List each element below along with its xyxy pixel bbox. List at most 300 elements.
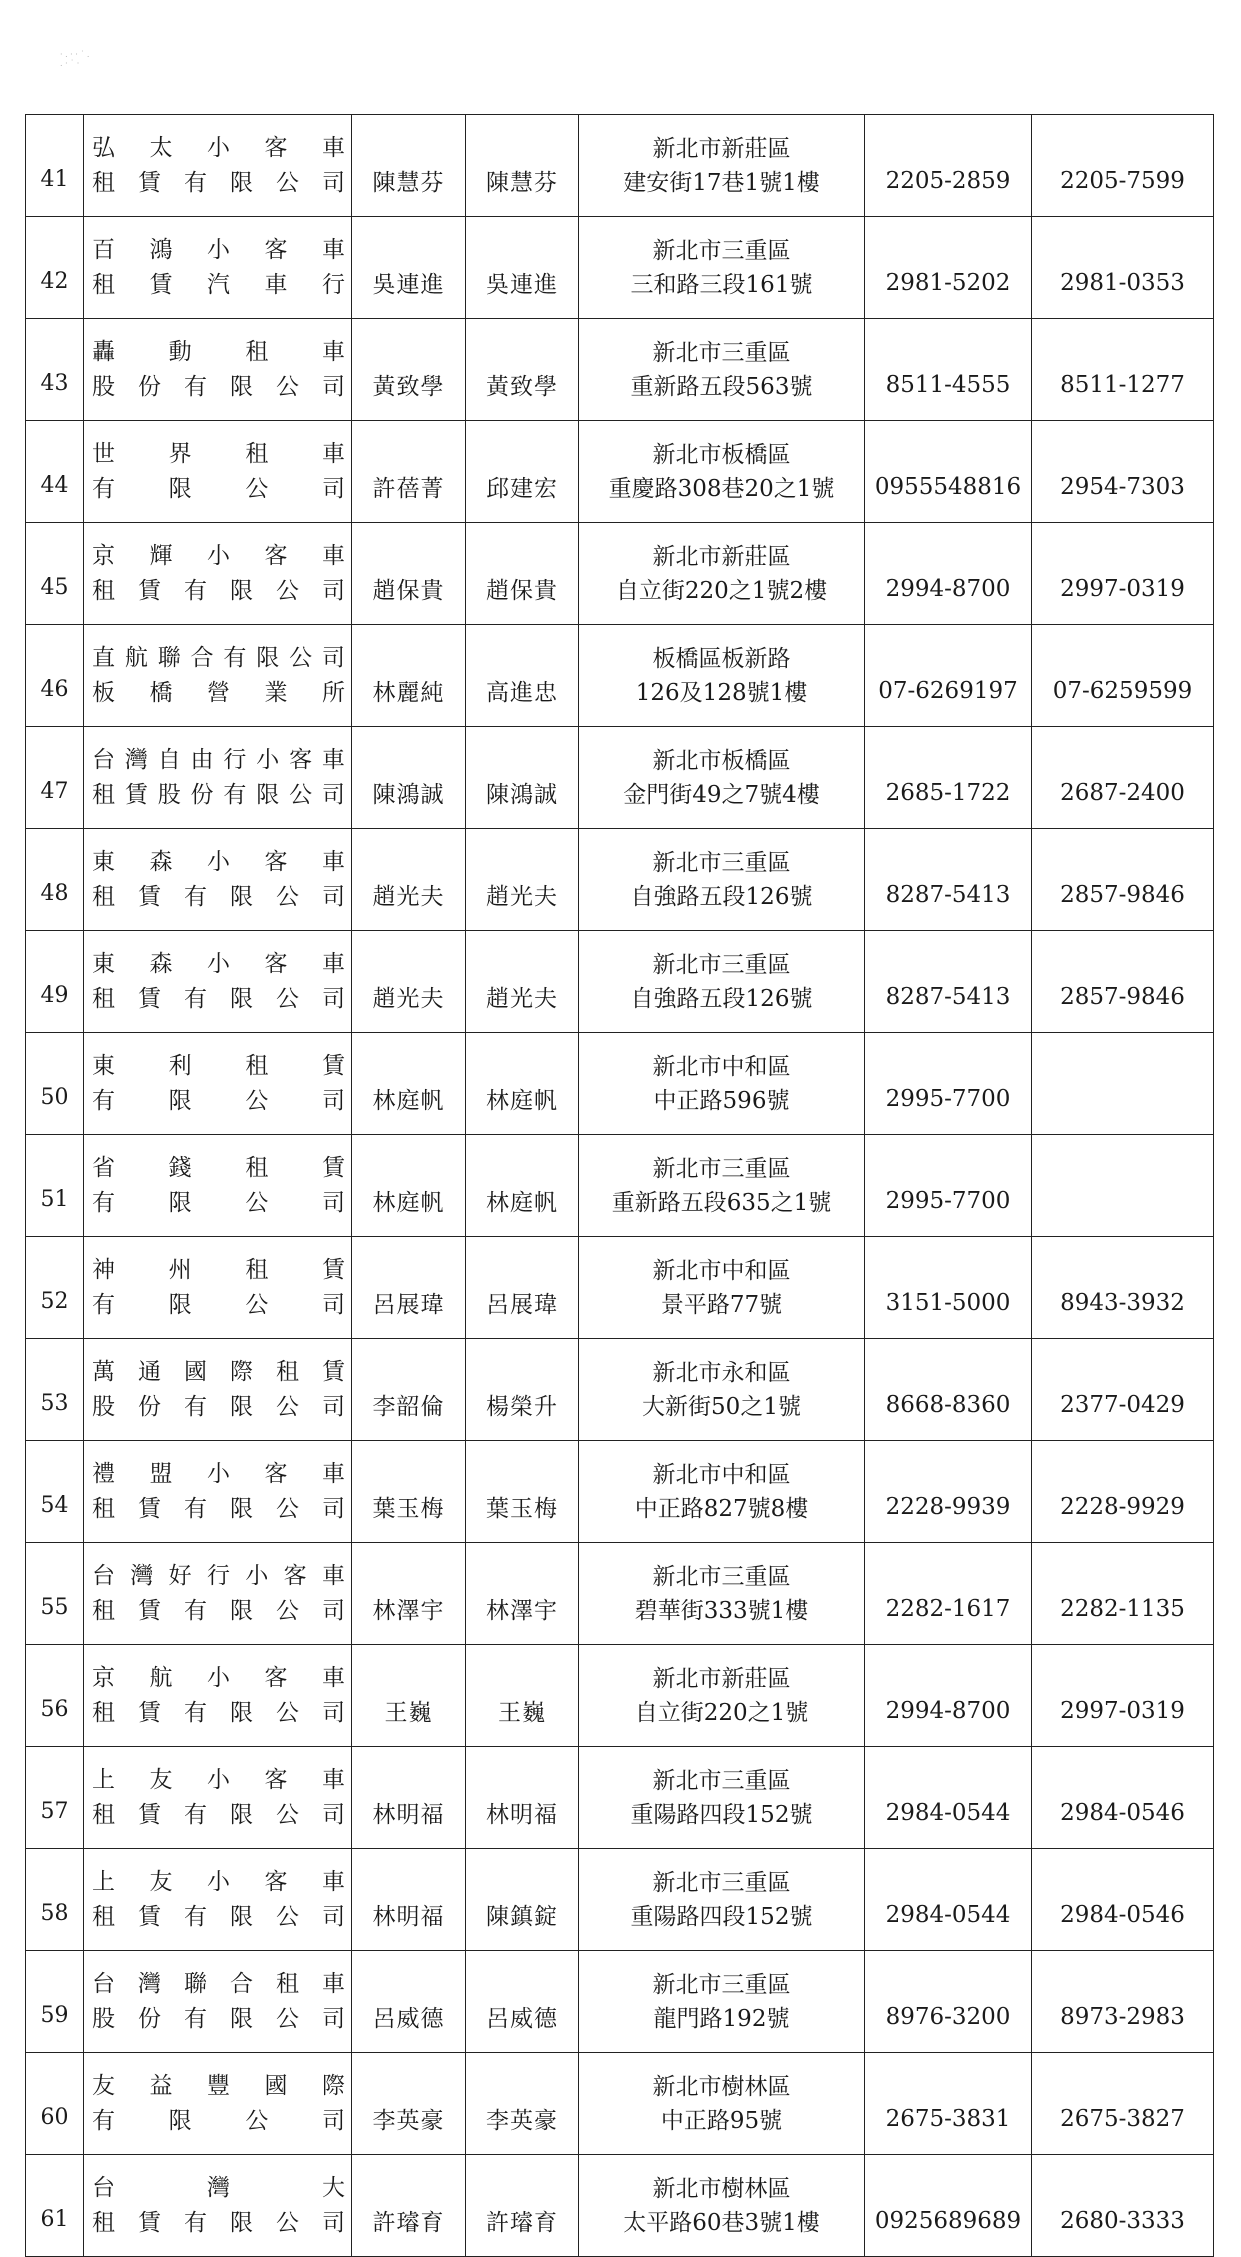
fax-number: 8973-2983 xyxy=(1032,1951,1214,2053)
company-name-char: 京 xyxy=(92,542,115,569)
company-name-char: 車 xyxy=(322,1460,345,1487)
address-line: 新北市板橋區 xyxy=(652,747,791,774)
fax-number: 2997-0319 xyxy=(1032,1645,1214,1747)
company-name-char: 司 xyxy=(321,475,345,502)
phone-number: 2995-7700 xyxy=(865,1033,1032,1135)
address xyxy=(579,523,865,625)
company-name-char: 有 xyxy=(184,883,207,910)
company-name-char: 小 xyxy=(245,1562,269,1589)
company-name-char: 台 xyxy=(92,746,115,773)
company-name-char: 賃 xyxy=(321,1154,345,1181)
owner-name: 許蓓菁 xyxy=(352,421,466,523)
company-name-char: 客 xyxy=(264,134,288,161)
company-name-char: 行 xyxy=(223,746,247,773)
company-name-char: 限 xyxy=(230,985,253,1012)
owner-name: 黃致學 xyxy=(352,319,466,421)
company-name-line xyxy=(92,1661,345,1696)
address-line: 建安街17巷1號1樓 xyxy=(623,169,820,196)
company-name-line xyxy=(92,1253,345,1288)
company-name-char: 台 xyxy=(92,1970,115,1997)
owner-name: 吳連進 xyxy=(352,217,466,319)
address xyxy=(579,1339,865,1441)
company-name-char: 賃 xyxy=(321,1256,345,1283)
phone-number: 2981-5202 xyxy=(865,217,1032,319)
address xyxy=(579,727,865,829)
company-name-char: 通 xyxy=(138,1358,161,1385)
address-line: 龍門路192號 xyxy=(653,2005,790,2032)
company-name-line xyxy=(92,982,345,1017)
fax-number xyxy=(1032,1033,1214,1135)
company-name-char: 車 xyxy=(322,950,345,977)
company-name-char: 限 xyxy=(230,169,253,196)
company-name xyxy=(84,319,352,421)
address-line: 新北市三重區 xyxy=(652,1971,791,1998)
company-name xyxy=(84,1033,352,1135)
company-name xyxy=(84,829,352,931)
company-name-line xyxy=(92,539,345,574)
company-name-char: 客 xyxy=(264,1664,288,1691)
address-line: 重陽路四段152號 xyxy=(630,1801,813,1828)
company-name xyxy=(84,1543,352,1645)
owner-name: 呂展瑋 xyxy=(352,1237,466,1339)
company-name xyxy=(84,523,352,625)
address xyxy=(579,217,865,319)
company-name-line xyxy=(92,1763,345,1798)
company-name-char: 股 xyxy=(92,2005,115,2032)
company-name-char: 灣 xyxy=(124,746,148,773)
company-name-char: 小 xyxy=(207,950,230,977)
address xyxy=(579,1033,865,1135)
company-name-char: 限 xyxy=(230,1903,253,1930)
company-name-char: 限 xyxy=(230,1495,253,1522)
table-body xyxy=(26,115,1214,2257)
company-name-char: 公 xyxy=(289,644,313,671)
company-name-char: 客 xyxy=(264,236,288,263)
owner-name: 趙光夫 xyxy=(352,931,466,1033)
company-name-char: 公 xyxy=(276,2209,299,2236)
company-name-char: 公 xyxy=(276,2005,299,2032)
company-name-line xyxy=(92,131,345,166)
company-name-char: 轟 xyxy=(92,338,115,365)
address-line: 新北市三重區 xyxy=(652,1563,791,1590)
company-name-char: 客 xyxy=(264,1868,288,1895)
owner-name: 陳鴻誠 xyxy=(352,727,466,829)
company-name-char: 省 xyxy=(92,1154,115,1181)
table-row xyxy=(26,1237,1214,1339)
table-row xyxy=(26,217,1214,319)
owner-name: 許璿育 xyxy=(352,2155,466,2257)
phone-number: 8668-8360 xyxy=(865,1339,1032,1441)
company-name-char: 車 xyxy=(322,1970,345,1997)
company-name-char: 界 xyxy=(168,440,192,467)
company-name-char: 司 xyxy=(322,1801,345,1828)
company-name-line xyxy=(92,166,345,201)
company-name-char: 賃 xyxy=(321,1052,345,1079)
company-name-char: 小 xyxy=(207,1766,230,1793)
company-name-char: 公 xyxy=(276,1393,299,1420)
rental-company-table xyxy=(25,114,1214,2257)
company-name-char: 有 xyxy=(184,985,207,1012)
row-number: 41 xyxy=(26,115,84,217)
company-name-char: 份 xyxy=(138,373,161,400)
owner-name: 林庭帆 xyxy=(352,1135,466,1237)
company-name xyxy=(84,2155,352,2257)
company-name-char: 司 xyxy=(322,2005,345,2032)
address-line: 新北市永和區 xyxy=(652,1359,791,1386)
owner-name: 陳慧芬 xyxy=(352,115,466,217)
company-name-char: 合 xyxy=(230,1970,253,1997)
company-name-char: 行 xyxy=(322,271,345,298)
company-name-char: 鴻 xyxy=(149,236,173,263)
company-name-char: 公 xyxy=(289,781,313,808)
company-name-char: 有 xyxy=(184,373,207,400)
table-row xyxy=(26,1135,1214,1237)
address-line: 碧華街333號1樓 xyxy=(634,1597,809,1624)
row-number: 54 xyxy=(26,1441,84,1543)
address xyxy=(579,1441,865,1543)
company-name-line xyxy=(92,1798,345,1833)
table-row xyxy=(26,421,1214,523)
company-name-char: 有 xyxy=(223,781,247,808)
company-name-char: 賃 xyxy=(138,1597,161,1624)
company-name-char: 利 xyxy=(168,1052,192,1079)
address-line: 自立街220之1號2樓 xyxy=(615,577,828,604)
phone-number: 8287-5413 xyxy=(865,829,1032,931)
manager-name: 高進忠 xyxy=(466,625,579,727)
company-name-char: 禮 xyxy=(92,1460,115,1487)
fax-number: 2981-0353 xyxy=(1032,217,1214,319)
company-name-line xyxy=(92,1390,345,1425)
company-name-char: 限 xyxy=(230,2005,253,2032)
company-name-char: 車 xyxy=(322,542,345,569)
company-name xyxy=(84,1339,352,1441)
company-name-char: 客 xyxy=(264,542,288,569)
company-name-line xyxy=(92,778,345,813)
company-name-char: 小 xyxy=(256,746,280,773)
address-line: 新北市三重區 xyxy=(652,849,791,876)
row-number: 52 xyxy=(26,1237,84,1339)
address xyxy=(579,319,865,421)
address-line: 中正路95號 xyxy=(660,2107,783,2134)
table-row xyxy=(26,625,1214,727)
company-name-char: 世 xyxy=(92,440,115,467)
table-row xyxy=(26,2155,1214,2257)
company-name-char: 東 xyxy=(92,1052,115,1079)
row-number: 47 xyxy=(26,727,84,829)
address xyxy=(579,421,865,523)
fax-number: 2228-9929 xyxy=(1032,1441,1214,1543)
company-name xyxy=(84,217,352,319)
company-name-char: 租 xyxy=(276,1358,299,1385)
address-line: 新北市新莊區 xyxy=(652,135,791,162)
company-name-char: 司 xyxy=(321,644,345,671)
phone-number: 07-6269197 xyxy=(865,625,1032,727)
company-name-char: 有 xyxy=(184,1393,207,1420)
manager-name: 趙光夫 xyxy=(466,931,579,1033)
company-name-char: 租 xyxy=(245,1256,269,1283)
phone-number: 3151-5000 xyxy=(865,1237,1032,1339)
company-name-line xyxy=(92,1355,345,1390)
owner-name: 趙保貴 xyxy=(352,523,466,625)
fax-number: 2954-7303 xyxy=(1032,421,1214,523)
company-name-char: 車 xyxy=(322,1766,345,1793)
address-line: 景平路77號 xyxy=(660,1291,783,1318)
company-name-char: 盟 xyxy=(149,1460,173,1487)
company-name-char: 車 xyxy=(321,1562,345,1589)
company-name-char: 限 xyxy=(230,373,253,400)
company-name-char: 限 xyxy=(230,577,253,604)
address xyxy=(579,625,865,727)
phone-number: 0955548816 xyxy=(865,421,1032,523)
table-row xyxy=(26,727,1214,829)
manager-name: 黃致學 xyxy=(466,319,579,421)
company-name-char: 小 xyxy=(207,848,230,875)
address-line: 新北市三重區 xyxy=(652,1767,791,1794)
owner-name: 李英豪 xyxy=(352,2053,466,2155)
company-name-char: 小 xyxy=(207,134,230,161)
company-name-char: 車 xyxy=(322,1868,345,1895)
company-name-char: 司 xyxy=(322,577,345,604)
row-number: 51 xyxy=(26,1135,84,1237)
address xyxy=(579,2053,865,2155)
company-name-char: 車 xyxy=(321,746,345,773)
row-number: 46 xyxy=(26,625,84,727)
manager-name: 陳鎮錠 xyxy=(466,1849,579,1951)
company-name-char: 國 xyxy=(264,2072,288,2099)
row-number: 45 xyxy=(26,523,84,625)
address-line: 新北市中和區 xyxy=(652,1461,791,1488)
owner-name: 林澤宇 xyxy=(352,1543,466,1645)
company-name-char: 有 xyxy=(184,1903,207,1930)
company-name-char: 百 xyxy=(92,236,115,263)
company-name xyxy=(84,1135,352,1237)
company-name-char: 司 xyxy=(322,1699,345,1726)
company-name-char: 租 xyxy=(92,781,115,808)
company-name-line xyxy=(92,574,345,609)
fax-number: 2857-9846 xyxy=(1032,931,1214,1033)
company-name-char: 有 xyxy=(92,1189,115,1216)
company-name-line xyxy=(92,472,345,507)
manager-name: 林庭帆 xyxy=(466,1135,579,1237)
address-line: 中正路596號 xyxy=(653,1087,790,1114)
row-number: 53 xyxy=(26,1339,84,1441)
table-row xyxy=(26,523,1214,625)
fax-number: 2687-2400 xyxy=(1032,727,1214,829)
address-line: 新北市三重區 xyxy=(652,237,791,264)
company-name-line xyxy=(92,1696,345,1731)
company-name-char: 司 xyxy=(321,781,345,808)
company-name-char: 客 xyxy=(264,1766,288,1793)
phone-number: 2994-8700 xyxy=(865,523,1032,625)
company-name-char: 萬 xyxy=(92,1358,115,1385)
company-name-char: 租 xyxy=(92,2209,115,2236)
company-name-line xyxy=(92,1288,345,1323)
company-name-char: 公 xyxy=(276,1699,299,1726)
address xyxy=(579,931,865,1033)
company-name-char: 司 xyxy=(321,1291,345,1318)
company-name-char: 租 xyxy=(92,169,115,196)
company-name-char: 板 xyxy=(92,679,115,706)
fax-number: 8511-1277 xyxy=(1032,319,1214,421)
company-name-line xyxy=(92,233,345,268)
company-name-char: 公 xyxy=(276,1903,299,1930)
company-name-line xyxy=(92,2069,345,2104)
company-name-char: 益 xyxy=(149,2072,173,2099)
table-row xyxy=(26,115,1214,217)
company-name-char: 車 xyxy=(322,1664,345,1691)
address-line: 新北市樹林區 xyxy=(652,2175,791,2202)
company-name-char: 租 xyxy=(92,1699,115,1726)
company-name-char: 公 xyxy=(276,883,299,910)
phone-number: 2205-2859 xyxy=(865,115,1032,217)
company-name-char: 司 xyxy=(322,169,345,196)
address-line: 新北市樹林區 xyxy=(652,2073,791,2100)
manager-name: 許璿育 xyxy=(466,2155,579,2257)
fax-number: 8943-3932 xyxy=(1032,1237,1214,1339)
company-name-char: 限 xyxy=(168,2107,192,2134)
company-name-char: 司 xyxy=(322,985,345,1012)
company-name-char: 灣 xyxy=(138,1970,161,1997)
address xyxy=(579,2155,865,2257)
company-name-line xyxy=(92,1492,345,1527)
address xyxy=(579,1951,865,2053)
company-name-line xyxy=(92,370,345,405)
company-name-char: 賃 xyxy=(124,781,148,808)
company-name-char: 租 xyxy=(245,1154,269,1181)
company-name-char: 有 xyxy=(92,2107,115,2134)
manager-name: 王巍 xyxy=(466,1645,579,1747)
address-line: 重慶路308巷20之1號 xyxy=(608,475,835,502)
company-name-line xyxy=(92,1084,345,1119)
company-name-char: 客 xyxy=(283,1562,307,1589)
company-name-char: 租 xyxy=(92,577,115,604)
company-name-char: 租 xyxy=(92,985,115,1012)
row-number: 61 xyxy=(26,2155,84,2257)
company-name-char: 州 xyxy=(168,1256,192,1283)
company-name-char: 台 xyxy=(92,1562,115,1589)
company-name-char: 客 xyxy=(264,1460,288,1487)
address-line: 126及128號1樓 xyxy=(635,679,808,706)
company-name-char: 份 xyxy=(138,2005,161,2032)
company-name-char: 有 xyxy=(223,644,247,671)
company-name-char: 車 xyxy=(322,134,345,161)
fax-number: 2205-7599 xyxy=(1032,115,1214,217)
row-number: 44 xyxy=(26,421,84,523)
address xyxy=(579,829,865,931)
fax-number: 2984-0546 xyxy=(1032,1747,1214,1849)
phone-number: 2675-3831 xyxy=(865,2053,1032,2155)
fax-number: 2857-9846 xyxy=(1032,829,1214,931)
company-name-char: 聯 xyxy=(184,1970,207,1997)
manager-name: 林澤宇 xyxy=(466,1543,579,1645)
address-line: 重陽路四段152號 xyxy=(630,1903,813,1930)
company-name-line xyxy=(92,2002,345,2037)
company-name xyxy=(84,1849,352,1951)
company-name-char: 租 xyxy=(92,1597,115,1624)
company-name-char: 司 xyxy=(322,1393,345,1420)
company-name-char: 有 xyxy=(184,1699,207,1726)
company-name-char: 公 xyxy=(276,985,299,1012)
manager-name: 楊榮升 xyxy=(466,1339,579,1441)
company-name-line xyxy=(92,676,345,711)
company-name-char: 業 xyxy=(264,679,288,706)
company-name-char: 輝 xyxy=(149,542,173,569)
table-row xyxy=(26,1645,1214,1747)
company-name-char: 公 xyxy=(276,373,299,400)
address-line: 三和路三段161號 xyxy=(630,271,813,298)
address-line: 大新街50之1號 xyxy=(642,1393,801,1420)
table-row xyxy=(26,1543,1214,1645)
company-name-char: 司 xyxy=(321,2107,345,2134)
company-name-char: 限 xyxy=(230,883,253,910)
company-name-char: 賃 xyxy=(138,1495,161,1522)
fax-number: 2282-1135 xyxy=(1032,1543,1214,1645)
company-name-char: 賃 xyxy=(138,577,161,604)
phone-number: 2685-1722 xyxy=(865,727,1032,829)
company-name-char: 有 xyxy=(184,169,207,196)
company-name xyxy=(84,1441,352,1543)
company-name-char: 航 xyxy=(124,644,148,671)
company-name-char: 車 xyxy=(264,271,288,298)
manager-name: 陳慧芬 xyxy=(466,115,579,217)
phone-number: 0925689689 xyxy=(865,2155,1032,2257)
company-name-char: 份 xyxy=(138,1393,161,1420)
scan-noise: · . · · ˙ . . · ˙ · xyxy=(60,50,90,68)
company-name-char: 限 xyxy=(168,1189,192,1216)
company-name-line xyxy=(92,268,345,303)
manager-name: 葉玉梅 xyxy=(466,1441,579,1543)
company-name-char: 公 xyxy=(245,1087,269,1114)
company-name-char: 自 xyxy=(157,746,181,773)
company-name-char: 航 xyxy=(149,1664,173,1691)
company-name-char: 公 xyxy=(245,2107,269,2134)
manager-name: 李英豪 xyxy=(466,2053,579,2155)
manager-name: 趙光夫 xyxy=(466,829,579,931)
company-name-char: 有 xyxy=(184,1597,207,1624)
company-name-char: 弘 xyxy=(92,134,115,161)
fax-number: 2680-3333 xyxy=(1032,2155,1214,2257)
table-row xyxy=(26,1339,1214,1441)
company-name-char: 賃 xyxy=(138,1903,161,1930)
table-row xyxy=(26,1441,1214,1543)
address xyxy=(579,1747,865,1849)
fax-number: 2997-0319 xyxy=(1032,523,1214,625)
company-name-char: 租 xyxy=(92,1495,115,1522)
company-name-char: 租 xyxy=(276,1970,299,1997)
company-name-char: 有 xyxy=(184,2209,207,2236)
row-number: 42 xyxy=(26,217,84,319)
company-name-char: 賃 xyxy=(138,1801,161,1828)
manager-name: 林庭帆 xyxy=(466,1033,579,1135)
phone-number: 2994-8700 xyxy=(865,1645,1032,1747)
company-name-char: 有 xyxy=(184,1495,207,1522)
table-row xyxy=(26,1849,1214,1951)
company-name-char: 租 xyxy=(245,1052,269,1079)
row-number: 55 xyxy=(26,1543,84,1645)
address xyxy=(579,1237,865,1339)
company-name-char: 上 xyxy=(92,1868,115,1895)
company-name-char: 租 xyxy=(92,271,115,298)
company-name-char: 合 xyxy=(190,644,214,671)
company-name-char: 友 xyxy=(92,2072,115,2099)
table-row xyxy=(26,1033,1214,1135)
manager-name: 邱建宏 xyxy=(466,421,579,523)
company-name-char: 限 xyxy=(168,475,192,502)
manager-name: 吳連進 xyxy=(466,217,579,319)
company-name-line xyxy=(92,1457,345,1492)
company-name-char: 有 xyxy=(92,1087,115,1114)
company-name xyxy=(84,2053,352,2155)
